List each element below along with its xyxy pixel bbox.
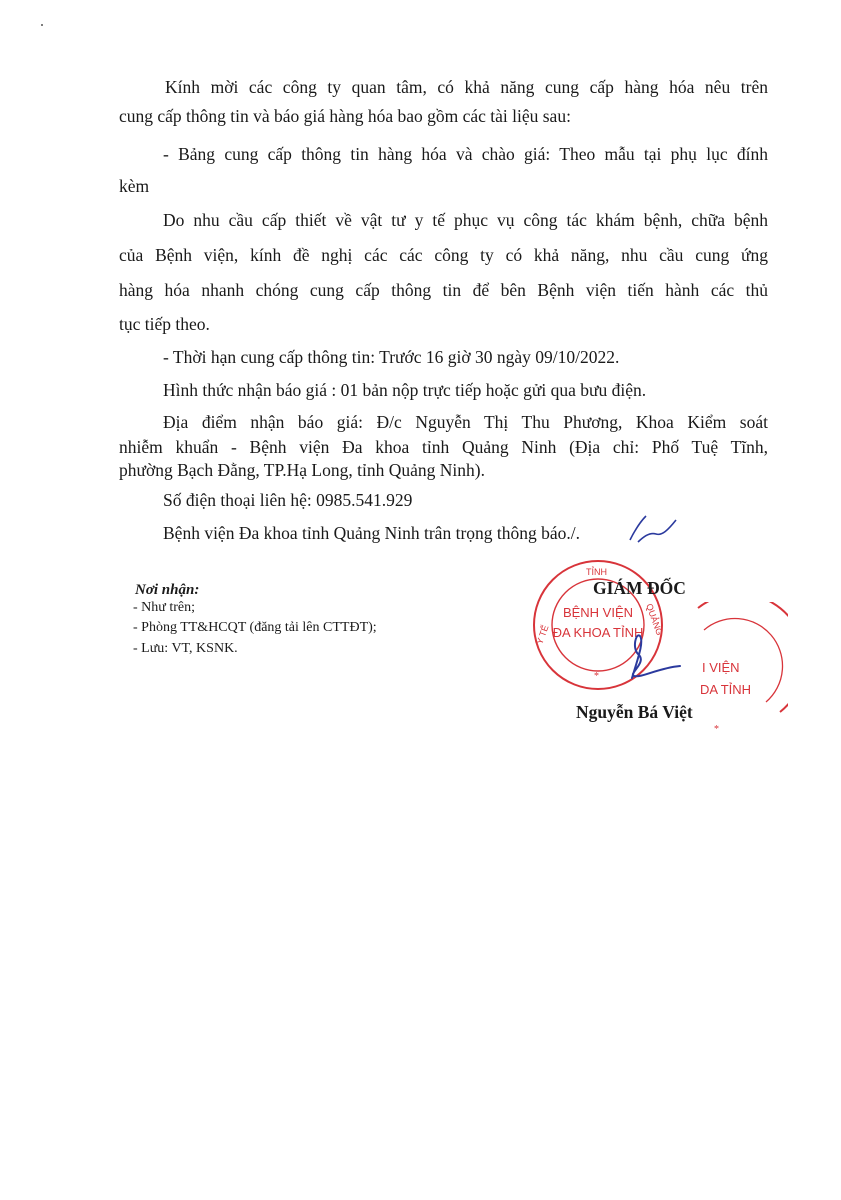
submission-form-text: Hình thức nhận báo giá : 01 bản nộp trực tiếp hoặc gửi qua bưu điện. <box>163 380 647 400</box>
svg-text:Y TẾ: Y TẾ <box>534 623 551 646</box>
address-line-2: nhiễm khuẩn - Bệnh viện Đa khoa tỉnh Quảng Ninh (Địa chỉ: Phố Tuệ Tĩnh, <box>119 437 768 457</box>
paragraph-1-line-1: Kính mời các công ty quan tâm, có khả năng cung cấp hàng hóa nêu trên <box>165 77 768 97</box>
scan-speck <box>41 24 43 26</box>
handwritten-signature <box>618 628 698 688</box>
deadline-text: - Thời hạn cung cấp thông tin: Trước 16 giờ 30 ngày 09/10/2022. <box>163 347 620 367</box>
svg-text:I VIỆN: I VIỆN <box>702 660 740 675</box>
recipient-item: - Lưu: VT, KSNK. <box>133 641 238 656</box>
paragraph-3-line-3: hàng hóa nhanh chóng cung cấp thông tin để bên Bệnh viện tiến hành các thủ <box>119 280 768 300</box>
recipient-item: - Như trên; <box>133 600 196 615</box>
address-line-3: phường Bạch Đằng, TP.Hạ Long, tỉnh Quảng Ninh). <box>119 460 485 480</box>
paragraph-3-line-2: của Bệnh viện, kính đề nghị các các công ty có khả năng, nhu cầu cung ứng <box>119 245 768 265</box>
svg-text:QUẢNG: QUẢNG <box>644 602 665 637</box>
svg-text:*: * <box>714 724 719 735</box>
phone-contact: Số điện thoại liên hệ: 0985.541.929 <box>163 490 413 510</box>
paragraph-3-line-1: Do nhu cầu cấp thiết về vật tư y tế phục vụ công tác khám bệnh, chữa bệnh <box>163 210 768 230</box>
recipients-title: Nơi nhận: <box>135 582 200 598</box>
paragraph-2-line-2: kèm <box>119 176 150 196</box>
svg-text:BỆNH VIỆN: BỆNH VIỆN <box>562 605 634 620</box>
svg-text:TỈNH: TỈNH <box>586 567 607 577</box>
recipient-item: - Phòng TT&HCQT (đăng tải lên CTTĐT); <box>133 620 377 635</box>
paragraph-2-line-1: - Bảng cung cấp thông tin hàng hóa và chào giá: Theo mẫu tại phụ lục đính <box>163 144 768 164</box>
signer-name: Nguyễn Bá Việt <box>576 702 693 722</box>
closing-statement: Bệnh viện Đa khoa tỉnh Quảng Ninh trân trọng thông báo./. <box>163 523 581 543</box>
paragraph-1-line-2: cung cấp thông tin và báo giá hàng hóa bao gồm các tài liệu sau: <box>119 106 571 126</box>
svg-text:DA TỈNH: DA TỈNH <box>700 682 752 697</box>
svg-text:ĐA KHOA TỈNH: ĐA KHOA TỈNH <box>552 625 644 640</box>
hospital-stamp-partial <box>688 602 788 742</box>
initials-mark <box>612 510 682 550</box>
address-line-1: Địa điểm nhận báo giá: Đ/c Nguyễn Thị Thu Phương, Khoa Kiểm soát <box>163 412 768 432</box>
svg-text:*: * <box>594 671 599 682</box>
signer-position: GIÁM ĐỐC <box>593 578 686 598</box>
paragraph-3-line-4: tục tiếp theo. <box>119 314 210 334</box>
